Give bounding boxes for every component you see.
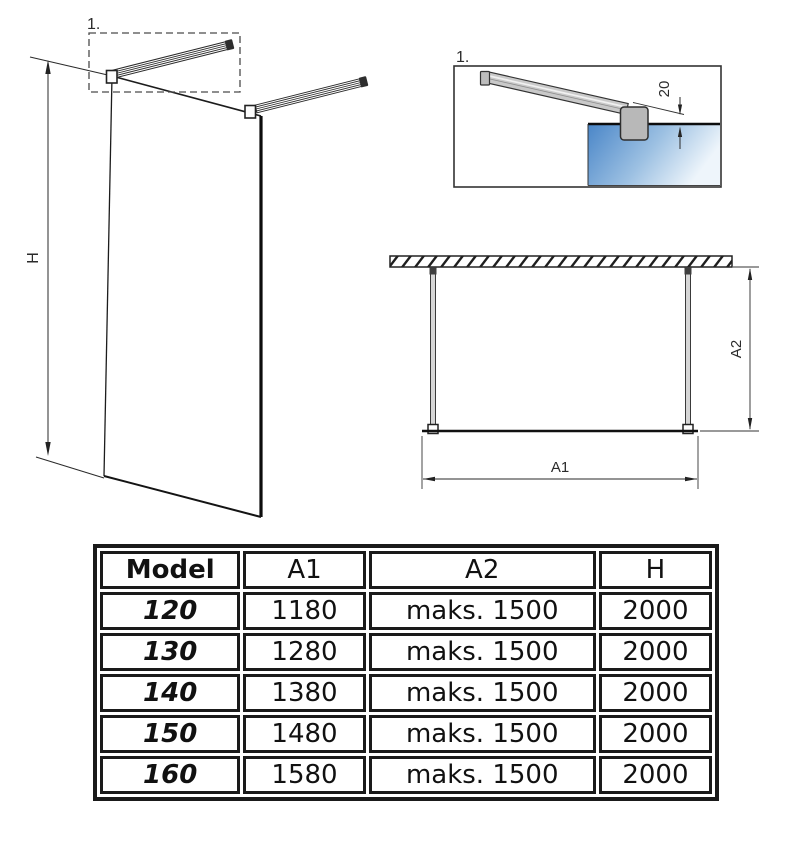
- width-dimension: [422, 436, 698, 489]
- bar-stripe: [256, 82, 363, 109]
- arrow-up: [748, 268, 752, 280]
- bar-stripe: [256, 80, 363, 107]
- table-row: [100, 674, 712, 712]
- support-bar-left: [428, 268, 438, 434]
- table-header-a1: A1: [243, 551, 365, 589]
- top-view: [390, 256, 759, 489]
- support-bar-body: [431, 268, 436, 427]
- a2-cell: maks. 1500: [369, 592, 596, 630]
- a1-cell: 1280: [243, 633, 365, 671]
- support-bar-right: [255, 76, 368, 113]
- model-cell: 120: [100, 592, 240, 630]
- detail-view: [454, 49, 721, 187]
- depth-dimension-label: A2: [728, 339, 745, 359]
- support-bar-left: [113, 39, 234, 78]
- support-bar-right: [683, 268, 693, 434]
- glass-left-edge: [104, 76, 112, 476]
- a2-cell: maks. 1500: [369, 674, 596, 712]
- bar-stripe: [257, 84, 364, 111]
- h-cell: 2000: [599, 592, 712, 630]
- glass-clamp: [107, 71, 118, 84]
- a2-cell: maks. 1500: [369, 756, 596, 794]
- perspective-view: [25, 16, 368, 517]
- h-cell: 2000: [599, 674, 712, 712]
- table-row: [100, 592, 712, 630]
- table-header-row: [100, 551, 712, 589]
- glass-panel-outline: [104, 76, 261, 517]
- arrow-down: [748, 418, 752, 430]
- depth-dimension: [700, 267, 759, 431]
- bar-stripe: [114, 43, 229, 72]
- a2-cell: maks. 1500: [369, 633, 596, 671]
- glass-bottom-edge: [104, 476, 261, 517]
- detail-ref-label: 1.: [456, 49, 470, 66]
- height-dimension: [25, 60, 51, 456]
- arrow-left: [423, 477, 435, 481]
- model-cell: 140: [100, 674, 240, 712]
- detail-ref-label: 1.: [87, 16, 101, 33]
- model-cell: 130: [100, 633, 240, 671]
- a1-cell: 1580: [243, 756, 365, 794]
- a1-cell: 1480: [243, 715, 365, 753]
- table-header-model: Model: [100, 551, 240, 589]
- support-bar-body: [686, 268, 691, 427]
- wall-bracket: [430, 268, 437, 275]
- glass-clamp: [245, 106, 256, 119]
- bar-stripe: [114, 45, 229, 74]
- bar-stripe: [115, 47, 230, 76]
- table-row: [100, 756, 712, 794]
- arrow-down: [45, 442, 50, 456]
- arrow-right: [685, 477, 697, 481]
- dimensions-table: [93, 544, 719, 801]
- wall-section: [390, 256, 732, 267]
- table-header-a2: A2: [369, 551, 596, 589]
- wall-edge-line: [30, 57, 112, 76]
- h-cell: 2000: [599, 633, 712, 671]
- glass-top-edge: [112, 76, 261, 116]
- table-row: [100, 633, 712, 671]
- h-cell: 2000: [599, 756, 712, 794]
- table-row: [100, 715, 712, 753]
- floor-edge-line: [36, 457, 104, 478]
- offset-dimension-label: 20: [656, 80, 673, 98]
- width-dimension-label: A1: [550, 459, 570, 476]
- a2-cell: maks. 1500: [369, 715, 596, 753]
- glass-clamp: [621, 107, 649, 140]
- height-dimension-label: H: [25, 252, 42, 264]
- table-header-h: H: [599, 551, 712, 589]
- bar-end-cap: [481, 72, 490, 86]
- model-cell: 160: [100, 756, 240, 794]
- glass-panel: [588, 125, 720, 186]
- wall-bracket: [685, 268, 692, 275]
- h-cell: 2000: [599, 715, 712, 753]
- model-cell: 150: [100, 715, 240, 753]
- a1-cell: 1380: [243, 674, 365, 712]
- a1-cell: 1180: [243, 592, 365, 630]
